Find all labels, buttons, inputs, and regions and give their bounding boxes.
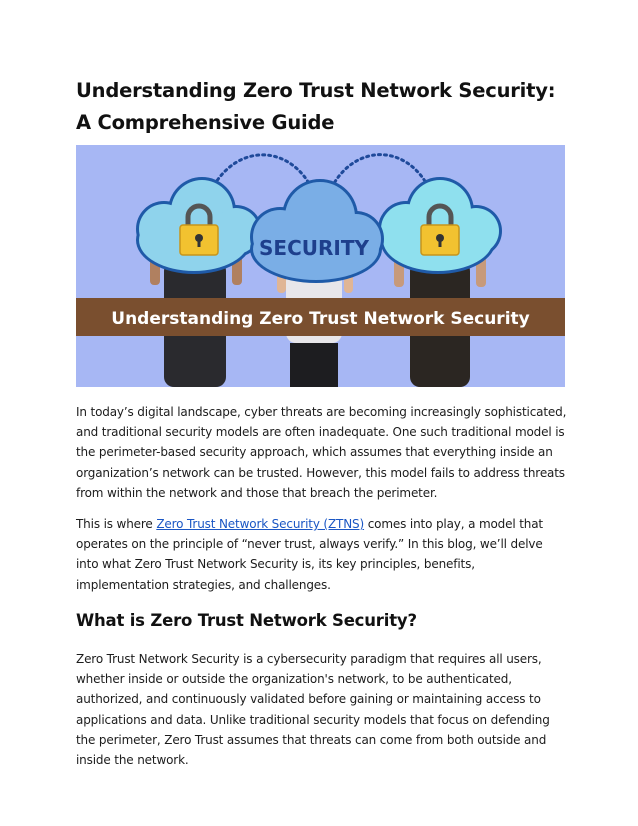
hero-image: [76, 145, 565, 387]
security-label: SECURITY: [259, 236, 369, 260]
document-title: Understanding Zero Trust Network Security: A Comprehensive Guide: [76, 79, 556, 134]
section-paragraph: Zero Trust Network Security is a cybersecurity paradigm that requires all users, whether inside or outside the organization's network, to be authenticated, authorized, and continuously validated before gaining or maintaining access to applications and data. Unlike traditional security models that focus on defending the perimeter, Zero Trust assumes that threats can come from both outside and inside the network.: [76, 652, 550, 768]
ztns-text-before: This is where: [76, 517, 157, 531]
section-heading: What is Zero Trust Network Security?: [76, 611, 417, 630]
ztns-paragraph: [76, 514, 568, 595]
cloud-center: [250, 179, 384, 283]
intro-paragraph: In today’s digital landscape, cyber threats are becoming increasingly sophisticated, and traditional security models are often inadequate. One such traditional model is the perimeter-based security approach, which assumes that everything inside an organization’s network can be trusted. However, this model fails to address threats from within the network and those that breach the perimeter.: [76, 405, 567, 500]
hero-banner-text: Understanding Zero Trust Network Security: [111, 309, 530, 329]
ztns-link[interactable]: Zero Trust Network Security (ZTNS): [156, 517, 365, 531]
ztns-text-after: comes into play, a model that operates on the principle of “never trust, always verify.” In this blog, we’ll delve into what Zero Trust Network Security is, its key principles, benefits, implementation strategies, and challenges.: [76, 517, 543, 592]
